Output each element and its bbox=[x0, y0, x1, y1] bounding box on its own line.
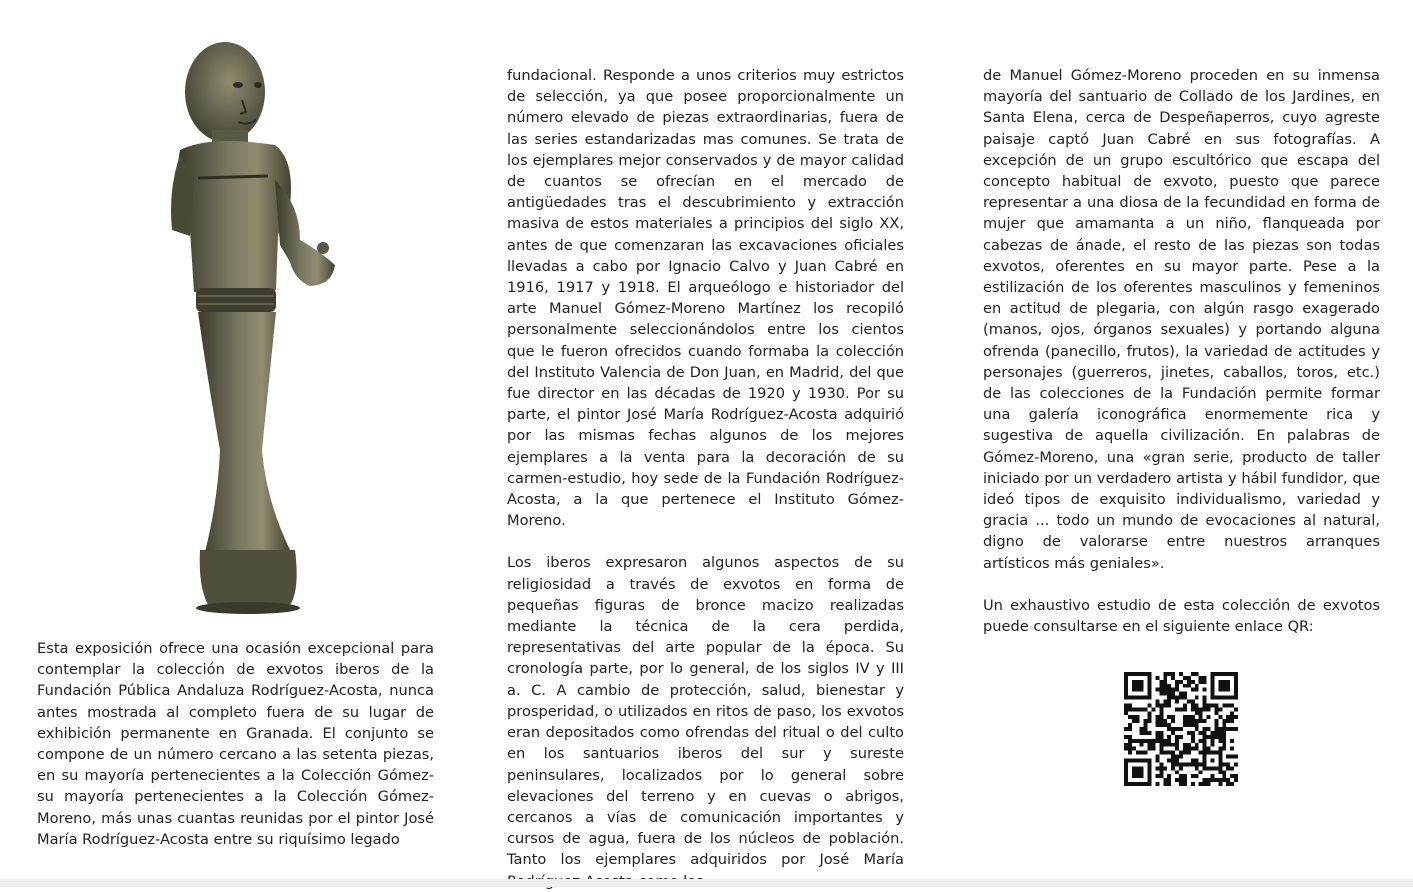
religion-paragraph: Los iberos expresaron algunos aspectos de su religiosidad a través de exvotos en forma de pequeñas figuras de bronce macizo realizadas mediante la técnica de la cera perdida, representativas del arte popular de la época. Su cronología parte, por lo general, de los siglos IV y III a. C. A cambio de protección, salud, bienestar y prosperidad, o utilizados en ritos de paso, los exvotos eran depositados como ofrendas del ritual o del culto en los santuarios iberos del sur y sureste peninsulares, localizados por lo general sobre elevaciones del terreno y en cuevas o abrigos, cercanos a vías de comunicación importantes y cursos de agua, fuera de los núcleos de población. Tanto los ejemplares adquiridos por José María bbox=[507, 554, 904, 869]
votive-figure-image bbox=[150, 30, 370, 620]
qr-caption: Un exhaustivo estudio de esta colección de exvotos puede consultarse en el siguiente enlace QR: bbox=[983, 596, 1380, 636]
column-right bbox=[983, 65, 1380, 637]
column-left bbox=[37, 638, 434, 850]
bottom-strip bbox=[0, 879, 1413, 887]
column-middle bbox=[507, 65, 904, 892]
selection-paragraph: fundacional. Responde a unos criterios muy estrictos de selección, ya que posee proporcionalmente un número elevado de piezas extraordinarias, fuera de las series estandarizadas mas comunes. Se trata de los ejemplares mejor conservados y de mayor calidad de cuantos se ofrecían en el mercado de antigüedades tras el descubrimiento y extracción masiva de estos materiales a principios del siglo XX, antes de que comenzaran las excavaciones oficiales llevadas a cabo por Ignacio Calvo y Juan Cabré en 1916, 1917 y 1918. El arqueólogo e historiador del arte Manuel Gómez-Moreno Martínez los recopiló personalmente seleccionándolos entre los cientos que le fueron ofrecidos cuando formaba la colección del Instituto Valencia de Don Juan, en Madrid, del que fue director en las décadas de 1920 y 1930. Por su parte, el pintor José María Rodríguez-Acosta adquirió por las mismas fechas algunos de los mejores ejemplares a la venta para la decoración de su carmen-estudio, hoy sede de la Fundación Rodríguez-Acosta, a la que pertenece el Instituto Gómez-Moreno. bbox=[507, 67, 904, 530]
intro-paragraph: Esta exposición ofrece una ocasión excepcional para contemplar la colección de exvotos iberos de la Fundación Pública Andaluza Rodríguez-Acosta, nunca antes mostrada al completo fuera de su lugar de exhibición permanente en Granada. El conjunto se compone de un número cercano a las setenta piezas, en su mayoría pertenecientes a la Colección Gómez-su mayoría pertenecientes a la Colección Gómez-Moreno, más unas cuantas reunidas por el pintor José María Rodríguez-Acosta entre su riquísimo legado bbox=[37, 640, 434, 848]
qr-code-icon[interactable] bbox=[1124, 672, 1238, 786]
sanctuary-paragraph: de Manuel Gómez-Moreno proceden en su inmensa mayoría del santuario de Collado de los Jardines, en Santa Elena, cerca de Despeñaperros, cuyo agreste paisaje captó Juan Cabré en sus fotografías. A excepción de un grupo escultórico que escapa del concepto habitual de exvoto, puesto que parece representar a una diosa de la fecundidad en forma de mujer que amamanta a un niño, flanqueada por cabezas de ánade, el resto de las piezas son todas exvotos, oferentes en su mayor parte. Pese a la estilización de los oferentes masculinos y femeninos en actitud de plegaria, con algún rasgo exagerado (manos, ojos, órganos sexuales) y portando alguna ofrenda (panecillo, frutos), la variedad de actitudes y personajes (guerreros, jinetes, caballos, toros, etc.) de las colecciones de la Fundación permite formar una galería iconográfica enormemente rica y sugestiva de aquella civilización. En palabras de Gómez-Moreno, una «gran serie, producto de taller iniciado por un verdadero artista y hábil fundidor, que ideó tipos de exquisito individualismo, variedad y gracia ... todo un mundo de evocaciones al natural, digno de valorarse entre nuestros arranques artísticos más geniales». bbox=[983, 67, 1380, 572]
